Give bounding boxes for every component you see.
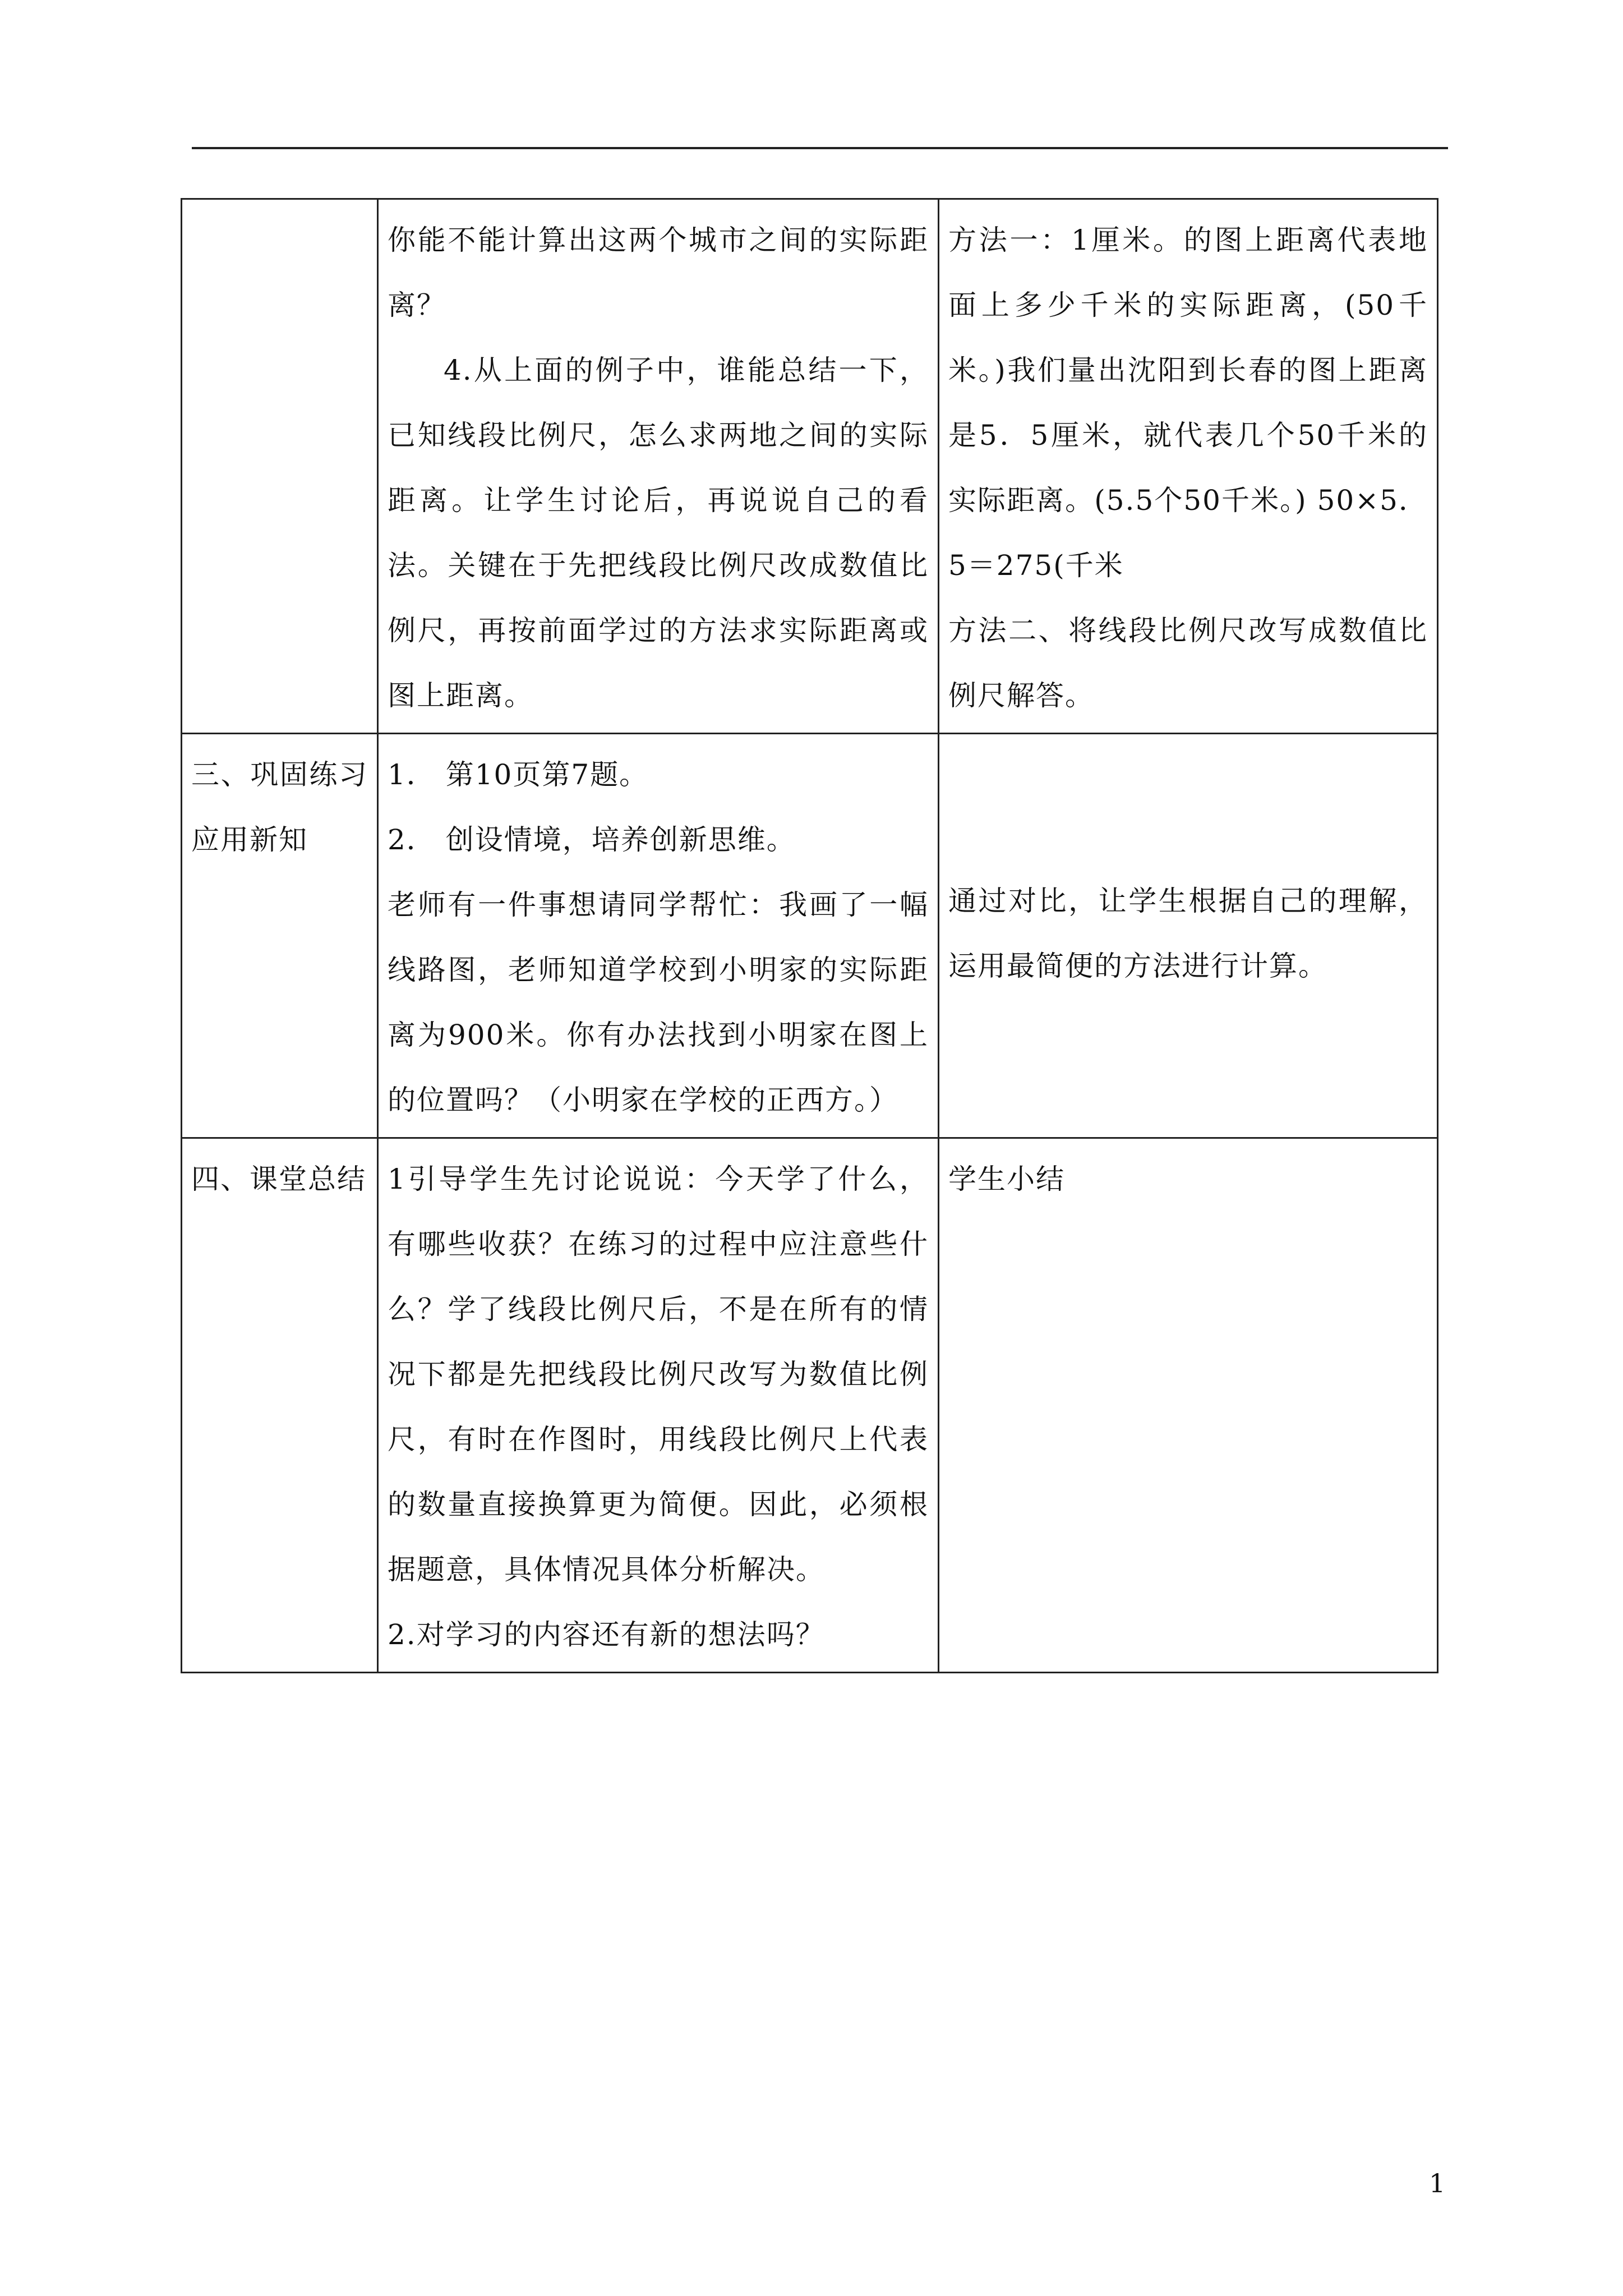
- student-activity-cell: [939, 199, 1438, 734]
- page-number: 1: [1429, 2168, 1446, 2198]
- lesson-plan-table: [181, 198, 1438, 1673]
- stage-cell: [182, 734, 378, 1138]
- teacher-activity-cell: [378, 1138, 939, 1673]
- student-activity-cell: [939, 734, 1438, 1138]
- teacher-paragraph: 2． 创设情境，培养创新思维。: [388, 823, 796, 856]
- student-activity-cell: [939, 1138, 1438, 1673]
- teacher-activity-cell: [378, 199, 939, 734]
- student-paragraph: 学生小结: [948, 1163, 1065, 1195]
- table-row: [182, 199, 1438, 734]
- teacher-paragraph: 你能不能计算出这两个城市之间的实际距离？: [388, 224, 929, 321]
- stage-cell: [182, 1138, 378, 1673]
- teacher-paragraph: 4.从上面的例子中，谁能总结一下，已知线段比例尺，怎么求两地之间的实际距离。让学生讨论后，再说说自己的看法。关键在于先把线段比例尺改成数值比例尺，再按前面学过的方法求实际距离或图上距离。: [388, 354, 929, 712]
- student-paragraph: 通过对比，让学生根据自己的理解，运用最简便的方法进行计算。: [948, 885, 1428, 982]
- teacher-paragraph: 1引导学生先讨论说说：今天学了什么，有哪些收获？在练习的过程中应注意些什么？学了线段比例尺后，不是在所有的情况下都是先把线段比例尺改写为数值比例尺，有时在作图时，用线段比例尺上代表的数量直接换算更为简便。因此，必须根据题意，具体情况具体分析解决。: [388, 1163, 929, 1586]
- stage-label: 三、巩固练习应用新知: [191, 758, 368, 856]
- teacher-paragraph: 老师有一件事想请同学帮忙：我画了一幅线路图，老师知道学校到小明家的实际距离为900米。你有办法找到小明家在图上的位置吗？（小明家在学校的正西方。）: [388, 889, 929, 1116]
- stage-label: 四、课堂总结: [191, 1163, 366, 1195]
- header-rule: [192, 147, 1448, 149]
- table-row: [182, 734, 1438, 1138]
- student-paragraph: 方法二、将线段比例尺改写成数值比例尺解答。: [948, 614, 1428, 712]
- teacher-paragraph: 2.对学习的内容还有新的想法吗？: [388, 1618, 825, 1651]
- teacher-paragraph: 1． 第10页第7题。: [388, 758, 649, 791]
- table-row: [182, 1138, 1438, 1673]
- student-paragraph: 方法一：1厘米。的图上距离代表地面上多少千米的实际距离，(50千米。)我们量出沈阳到长春的图上距离是5．5厘米，就代表几个50千米的实际距离。(5.5个50千米。) 50×5．5＝275(千米: [948, 224, 1428, 582]
- stage-cell: [182, 199, 378, 734]
- teacher-activity-cell: [378, 734, 939, 1138]
